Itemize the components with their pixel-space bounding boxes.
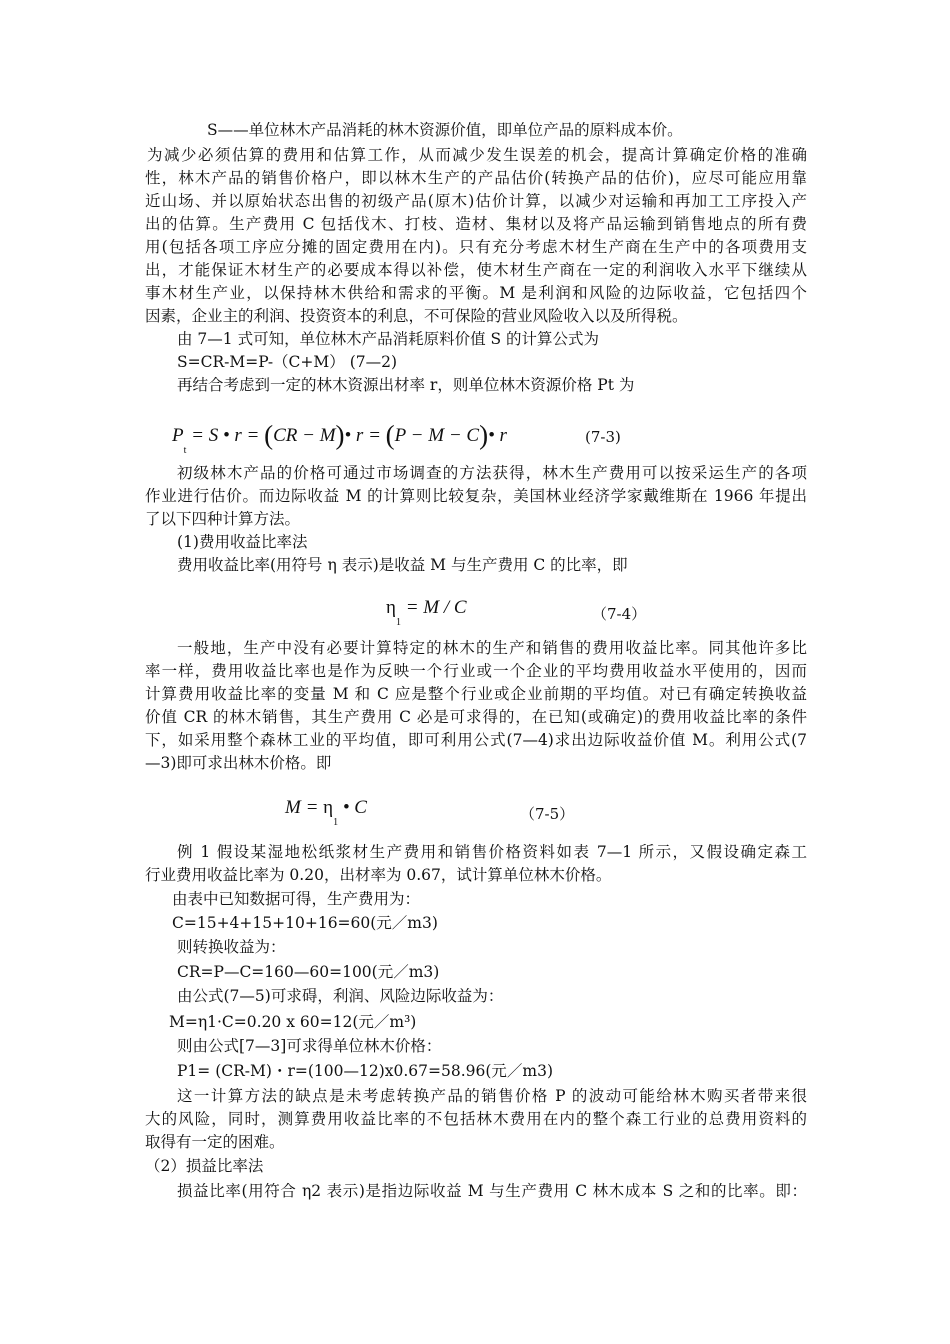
formula-paren: ( <box>264 420 274 450</box>
calc-line: 由公式(7—5)可求碍，利润、风险边际收益为： <box>177 987 504 1005</box>
paragraph-line: 损益比率(用符合 η2 表示)是指边际收益 M 与生产费用 C 林木成本 S 之和的比率。即： <box>177 1182 807 1200</box>
paragraph-line: 率一样，费用收益比率也是作为反映一个行业或一个企业的平均费用收益水平使用的，因而 <box>145 662 807 680</box>
formula-subscript: 1 <box>333 817 339 828</box>
paragraph-line: 近山场、并以原始状态出售的初级产品(原木)估价计算，以减少对运输和再加工工序投入产 <box>145 192 807 210</box>
calc-line: 则转换收益为： <box>177 938 286 956</box>
paragraph-line: 再结合考虑到一定的林木资源出材率 r，则单位林木资源价格 Pt 为 <box>177 376 635 394</box>
section-heading: （2）损益比率法 <box>145 1157 264 1175</box>
section-heading: (1)费用收益比率法 <box>177 533 308 551</box>
paragraph-line: 价值 CR 的林木销售，其生产费用 C 必是可求得的，在已知(或确定)的费用收益比率的条件 <box>145 708 807 726</box>
equation-number: (7-3) <box>585 428 621 446</box>
formula-7-2: S=CR-M=P-（C+M） (7—2) <box>177 353 398 371</box>
paragraph-line: 了以下四种计算方法。 <box>145 510 301 528</box>
formula-part: P − M − C <box>394 425 480 446</box>
formula-symbol: η <box>386 597 396 618</box>
formula-paren: ) <box>335 420 345 450</box>
paragraph-line: 事木材生产业，以保持林木供给和需求的平衡。M 是利润和风险的边际收益，它包括四个 <box>145 284 807 302</box>
calc-line: P1= (CR-M)・r=(100—12)x0.67=58.96(元／m3) <box>177 1062 554 1080</box>
formula-part: • r <box>488 425 507 446</box>
formula-subscript: t <box>183 445 187 456</box>
paragraph-line: 大的风险，同时，测算费用收益比率的不包括林木费用在内的整个森工行业的总费用资料的 <box>145 1110 807 1128</box>
paragraph-line: 这一计算方法的缺点是未考虑转换产品的销售价格 P 的波动可能给林木购买者带来很 <box>177 1087 807 1105</box>
paragraph-line: 取得有一定的困难。 <box>145 1133 285 1151</box>
formula-paren: ) <box>479 420 489 450</box>
formula-symbol: η <box>323 797 334 818</box>
paragraph-line: 为减少必须估算的费用和估算工作，从而减少发生误差的机会，提高计算确定价格的准确 <box>147 146 807 164</box>
paragraph-line: 由 7—1 式可知，单位林木产品消耗原料价值 S 的计算公式为 <box>177 330 600 348</box>
calc-line: C=15+4+15+10+16=60(元／m3) <box>172 914 438 932</box>
formula-part: = M / C <box>400 597 467 618</box>
equation-number: （7-5） <box>520 805 575 823</box>
formula-part: CR − M <box>273 425 336 446</box>
formula-subscript: 1 <box>395 617 401 628</box>
calc-line: M=η1·C=0.20 x 60=12(元／m³) <box>169 1013 417 1031</box>
formula-7-4 <box>386 597 467 628</box>
paragraph-line: 用(包括各项工序应分摊的固定费用在内)。只有充分考虑木材生产商在生产中的各项费用支 <box>145 238 807 256</box>
paragraph-line: 性，林木产品的销售价格户，即以林木生产的产品估价(转换产品的估价)，应尽可能应用靠 <box>145 169 807 187</box>
paragraph-line: 一般地，生产中没有必要计算特定的林木的生产和销售的费用收益比率。同其他许多比 <box>177 639 807 657</box>
paragraph-line: 下，如采用整个森林工业的平均值，即可利用公式(7—4)求出边际收益价值 M。利用公式(7 <box>145 731 807 749</box>
paragraph-line: 初级林木产品的价格可通过市场调查的方法获得，林木生产费用可以按采运生产的各项 <box>177 464 807 482</box>
paragraph-line: 因素，企业主的利润、投资资本的利息，不可保险的营业风险收入以及所得税。 <box>145 307 688 325</box>
calc-line: 则由公式[7—3]可求得单位林木价格： <box>177 1037 442 1055</box>
formula-part: • r = <box>344 425 386 446</box>
paragraph-line: —3)即可求出林木价格。即 <box>145 754 332 772</box>
formula-paren: ( <box>385 420 395 450</box>
calc-line: CR=P—C=160—60=100(元／m3) <box>177 963 440 981</box>
example-line: 行业费用收益比率为 0.20，出材率为 0.67，试计算单位林木价格。 <box>145 866 612 884</box>
definition-s: S——单位林木产品消耗的林木资源价值，即单位产品的原料成本价。 <box>207 121 683 139</box>
calc-line: 由表中已知数据可得，生产费用为： <box>172 890 421 908</box>
paragraph-line: 作业进行估价。而边际收益 M 的计算则比较复杂，美国林业经济学家戴维斯在 1966 年提出 <box>145 487 807 505</box>
equation-number: （7-4） <box>592 605 647 623</box>
formula-part: M = <box>285 797 324 818</box>
formula-symbol: P <box>172 425 184 446</box>
formula-7-3 <box>172 420 507 456</box>
example-line: 例 1 假设某湿地松纸浆材生产费用和销售价格资料如表 7—1 所示，又假设确定森工 <box>177 843 807 861</box>
paragraph-line: 计算费用收益比率的变量 M 和 C 应是整个行业或企业前期的平均值。对已有确定转换收益 <box>145 685 807 703</box>
formula-7-5 <box>285 797 367 828</box>
paragraph-line: 费用收益比率(用符号 η 表示)是收益 M 与生产费用 C 的比率，即 <box>177 556 628 574</box>
formula-part: • C <box>338 797 367 818</box>
paragraph-line: 出的估算。生产费用 C 包括伐木、打枝、造材、集材以及将产品运输到销售地点的所有费 <box>145 215 807 233</box>
formula-part: = S • r = <box>186 425 265 446</box>
paragraph-line: 出，才能保证木材生产的必要成本得以补偿，使木材生产商在一定的利润收入水平下继续从 <box>145 261 807 279</box>
